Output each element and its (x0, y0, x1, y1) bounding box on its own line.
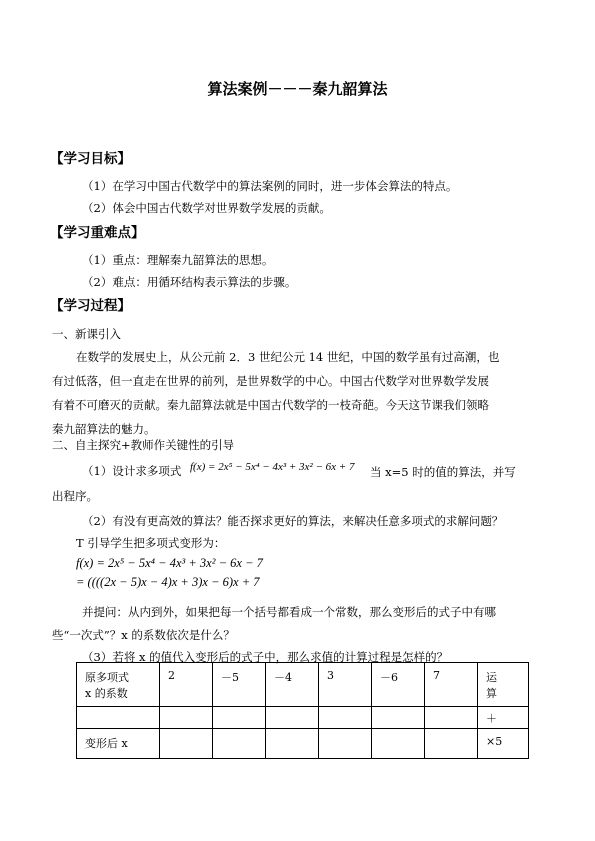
process-heading: 【学习过程】 (50, 298, 131, 314)
transformed-equation-line2: = ((((2x − 5)x − 4)x + 3)x − 6)x + 7 (76, 575, 260, 589)
calculation-table (76, 662, 529, 759)
transformed-equation-line1: f(x) = 2x⁵ − 5x⁴ − 4x³ + 3x² − 6x − 7 (76, 556, 263, 570)
table-row (77, 707, 529, 729)
question-3: （3）若将 x 的值代入变形后的式子中，那么求值的计算过程是怎样的？ (82, 650, 449, 664)
goals-heading: 【学习目标】 (50, 151, 131, 167)
goal-item: （1）在学习中国古代数学中的算法案例的同时，进一步体会算法的特点。 (82, 179, 458, 193)
intro-paragraph-line: 在数学的发展史上，从公元前 2．3 世纪公元 14 世纪，中国的数学虽有过高潮，也 (76, 350, 500, 364)
operation-header-cell (478, 663, 529, 707)
polynomial-formula: f(x) = 2x⁵ − 5x⁴ − 4x³ + 3x² − 6x + 7 (190, 461, 355, 473)
table-cell (425, 707, 478, 729)
question-1-suffix: 当 x=5 时的值的算法，并写 (370, 465, 516, 479)
intro-paragraph-line: 秦九韶算法的魅力。 (52, 422, 156, 436)
table-cell (213, 707, 266, 729)
key-point-item: （1）重点：理解秦九韶算法的思想。 (82, 253, 274, 267)
question-2-line: T 引导学生把多项式变形为： (76, 536, 226, 550)
question-2-line: （2）有没有更高效的算法？能否探求更好的算法，来解决任意多项式的求解问题？ (82, 514, 504, 528)
table-cell (77, 707, 160, 729)
op-label-line: 运 (486, 671, 497, 684)
prompt-line: 些“一次式”？x 的系数依次是什么？ (52, 628, 235, 642)
coefficient-cell: －4 (266, 663, 319, 707)
part1-heading: 一、新课引入 (52, 327, 121, 341)
coefficient-cell: 2 (160, 663, 213, 707)
row-label-line: x 的系数 (85, 687, 128, 700)
part2-heading: 二、自主探究+教师作关键性的引导 (52, 438, 235, 452)
table-row (77, 729, 529, 759)
table-cell (319, 707, 372, 729)
table-cell (425, 729, 478, 759)
operation-cell: ＋ (478, 707, 529, 729)
table-cell (266, 707, 319, 729)
intro-paragraph-line: 有着不可磨灭的贡献。秦九韶算法就是中国古代数学的一枝奇葩。今天这节课我们领略 (52, 398, 489, 412)
question-1-prefix: （1）设计求多项式 (82, 464, 182, 478)
intro-paragraph-line: 有过低落，但一直走在世界的前列，是世界数学的中心。中国古代数学对世界数学发展 (52, 374, 489, 388)
table-cell (213, 729, 266, 759)
coefficient-cell: 3 (319, 663, 372, 707)
table-cell (372, 729, 425, 759)
row-label-line: 原多项式 (85, 671, 129, 684)
coefficient-cell: －6 (372, 663, 425, 707)
question-1-continuation: 出程序。 (52, 489, 98, 503)
table-cell (372, 707, 425, 729)
table-cell (319, 729, 372, 759)
table-cell-header (77, 663, 160, 707)
table-cell (160, 729, 213, 759)
key-point-item: （2）难点：用循环结构表示算法的步骤。 (82, 275, 297, 289)
goal-item: （2）体会中国古代数学对世界数学发展的贡献。 (82, 201, 331, 215)
table-cell (160, 707, 213, 729)
op-label-line: 算 (486, 687, 497, 700)
coefficient-cell: 7 (425, 663, 478, 707)
key-points-heading: 【学习重难点】 (50, 225, 145, 241)
table-cell (266, 729, 319, 759)
operation-cell: ×5 (478, 729, 529, 759)
prompt-line: 并提问：从内到外，如果把每一个括号都看成一个常数，那么变形后的式子中有哪 (82, 605, 496, 619)
table-row (77, 663, 529, 707)
table-cell-header: 变形后 x (77, 729, 160, 759)
page-title: 算法案例－－－秦九韶算法 (207, 80, 388, 98)
coefficient-cell: －5 (213, 663, 266, 707)
